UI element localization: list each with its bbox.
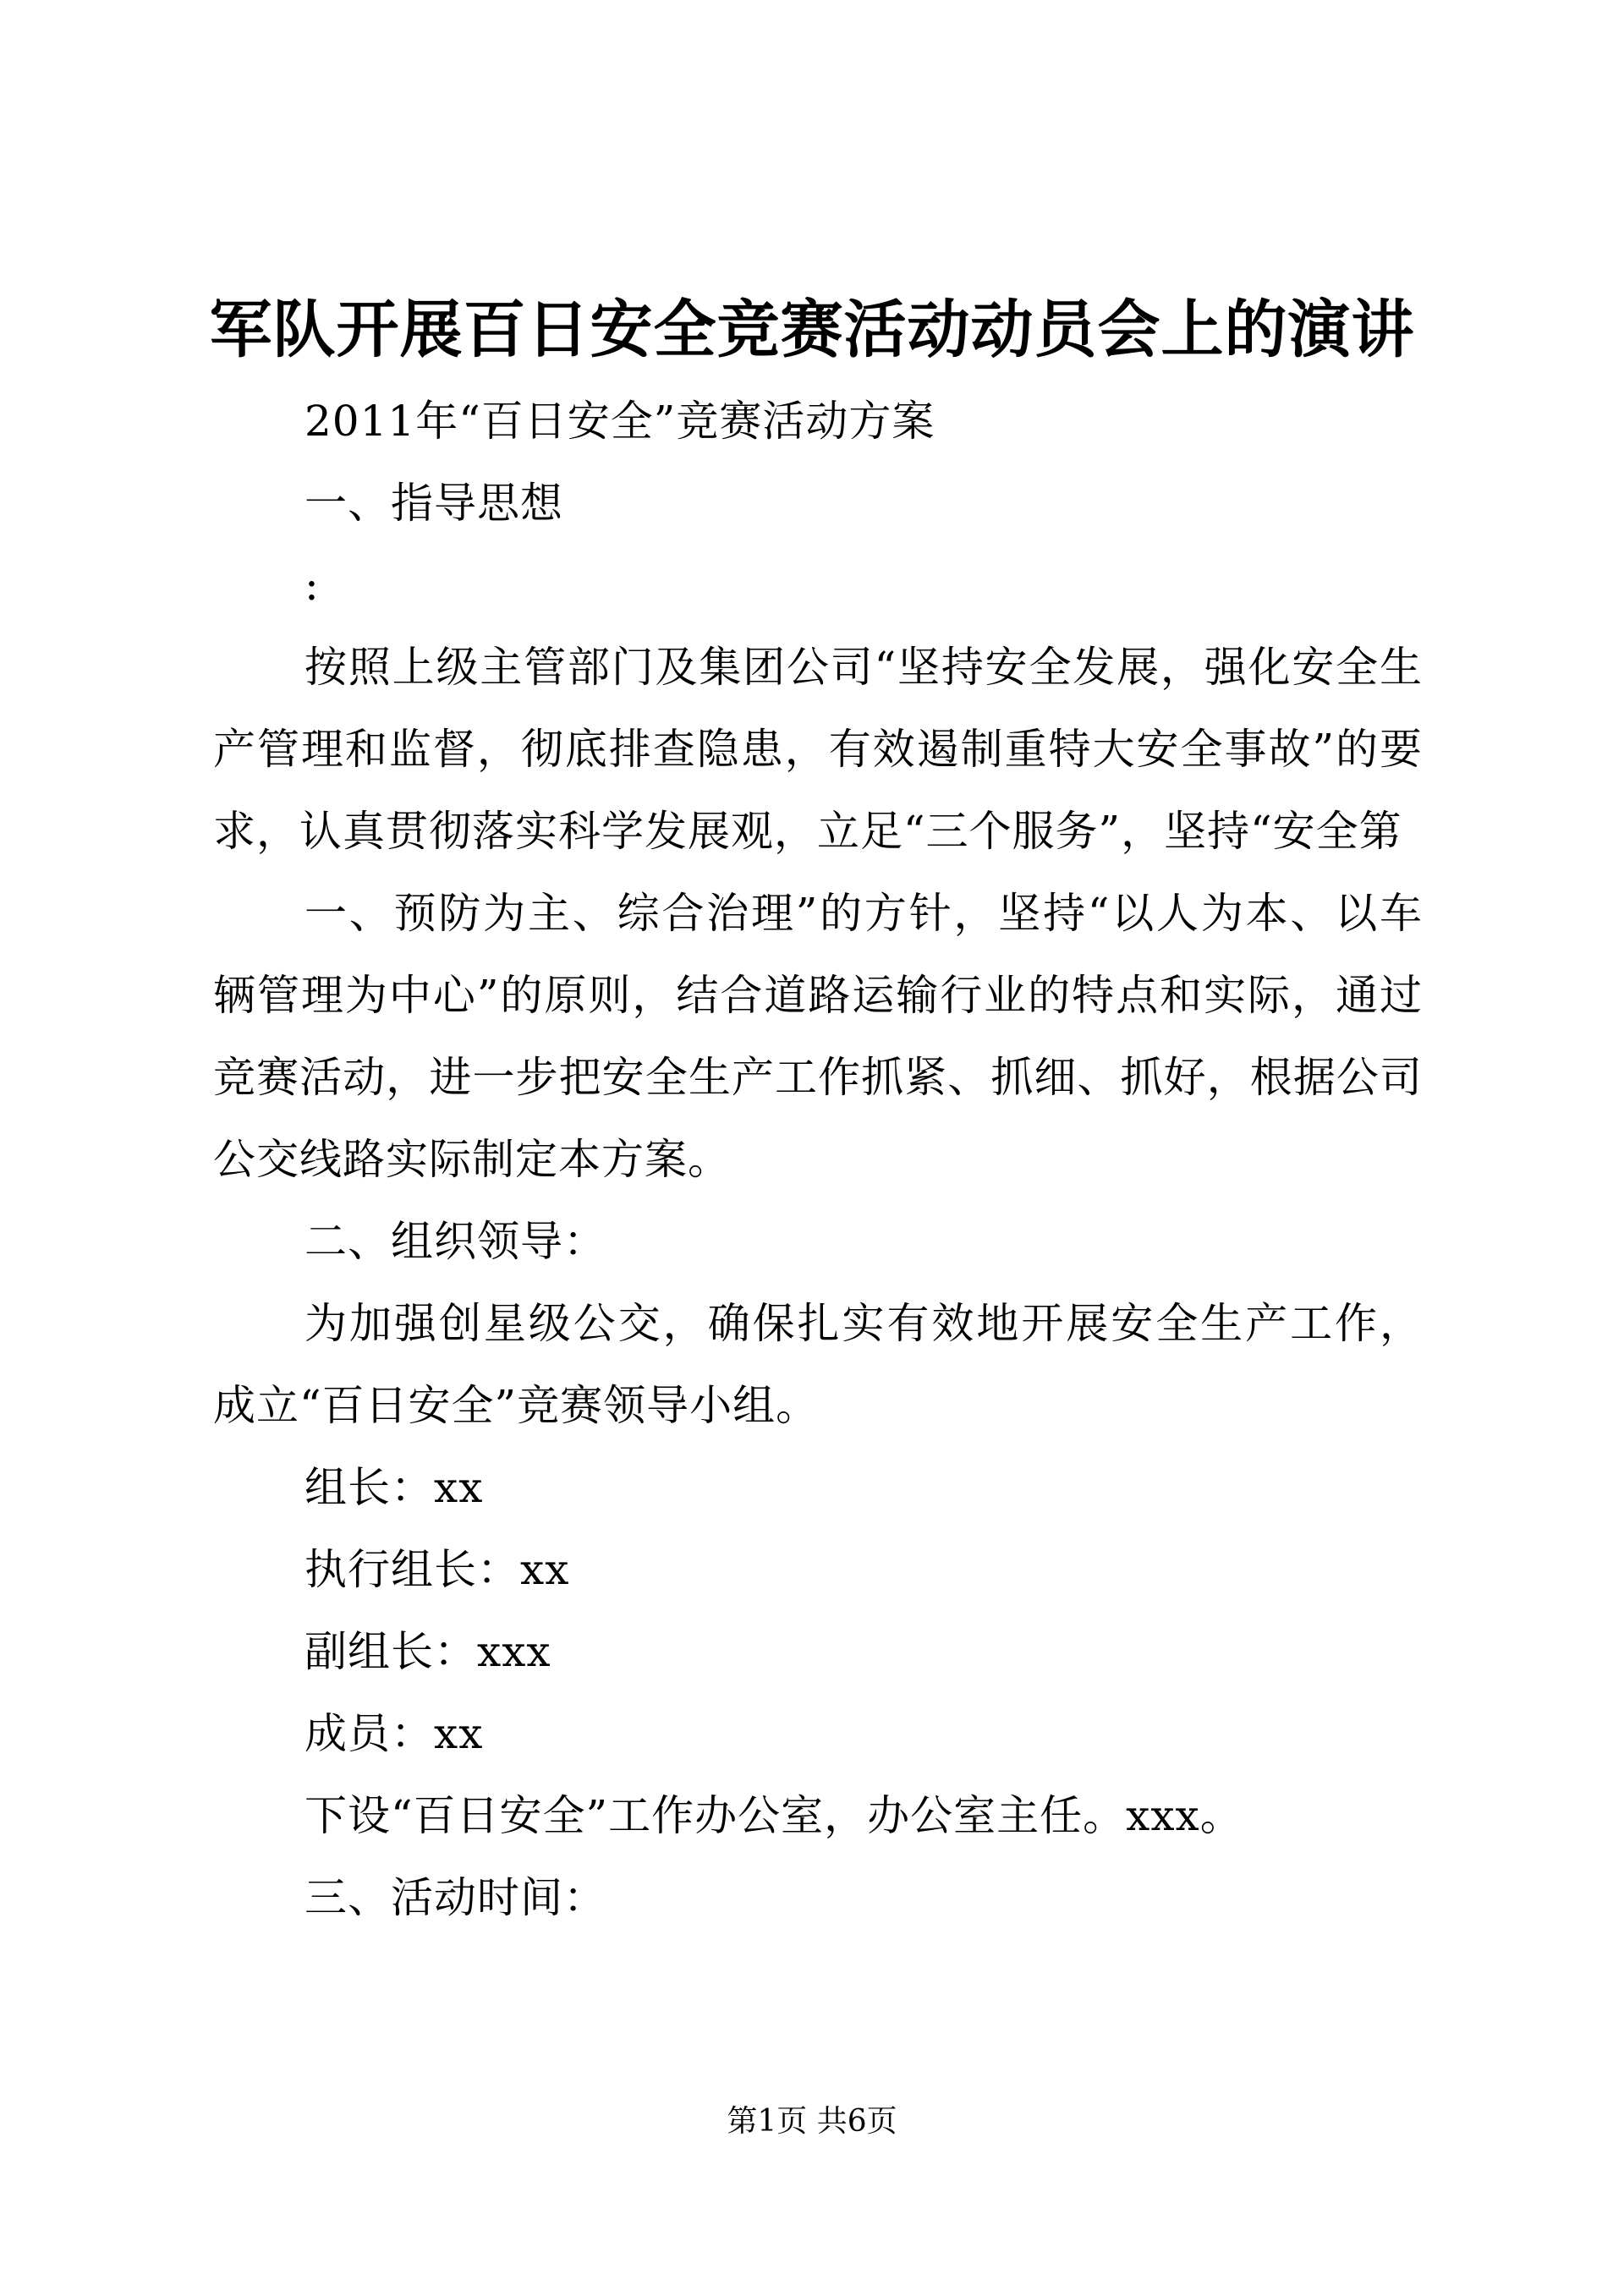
document-body [213,381,1423,1939]
page-number-footer: 第1页 共6页 [727,2104,897,2139]
section-heading-activity-time: 三、活动时间： [304,1873,606,1922]
plan-title-paragraph: 2011年“百日安全”竞赛活动方案 [304,397,935,446]
office-line: 下设“百日安全”工作办公室，办公室主任。xxx。 [304,1791,1243,1840]
deputy-leader-line: 副组长：xxx [304,1627,551,1676]
section-heading-organization: 二、组织领导： [304,1217,606,1266]
guiding-ideology-paragraph: 按照上级主管部门及集团公司“坚持安全发展，强化安全生产管理和监督，彻底排查隐患，有效遏制重特大安全事故”的要求，认真贯彻落实科学发展观，立足“三个服务”，坚持“安全第 [213,643,1423,856]
policy-paragraph: 一、预防为主、综合治理”的方针，坚持“以人为本、以车辆管理为中心”的原则，结合道路运输行业的特点和实际，通过竞赛活动，进一步把安全生产工作抓紧、抓细、抓好，根据公司公交线路实际制定本方案。 [213,889,1423,1184]
executive-leader-line: 执行组长：xx [304,1545,570,1594]
organization-paragraph: 为加强创星级公交，确保扎实有效地开展安全生产工作，成立“百日安全”竞赛领导小组。 [213,1299,1423,1430]
leader-line: 组长：xx [304,1463,484,1512]
section-heading-guiding-ideology: 一、指导思想 [304,479,563,528]
document-title: 军队开展百日安全竞赛活动动员会上的演讲 [209,293,1415,366]
members-line: 成员：xx [304,1709,484,1758]
colon-paragraph: : [304,561,320,610]
